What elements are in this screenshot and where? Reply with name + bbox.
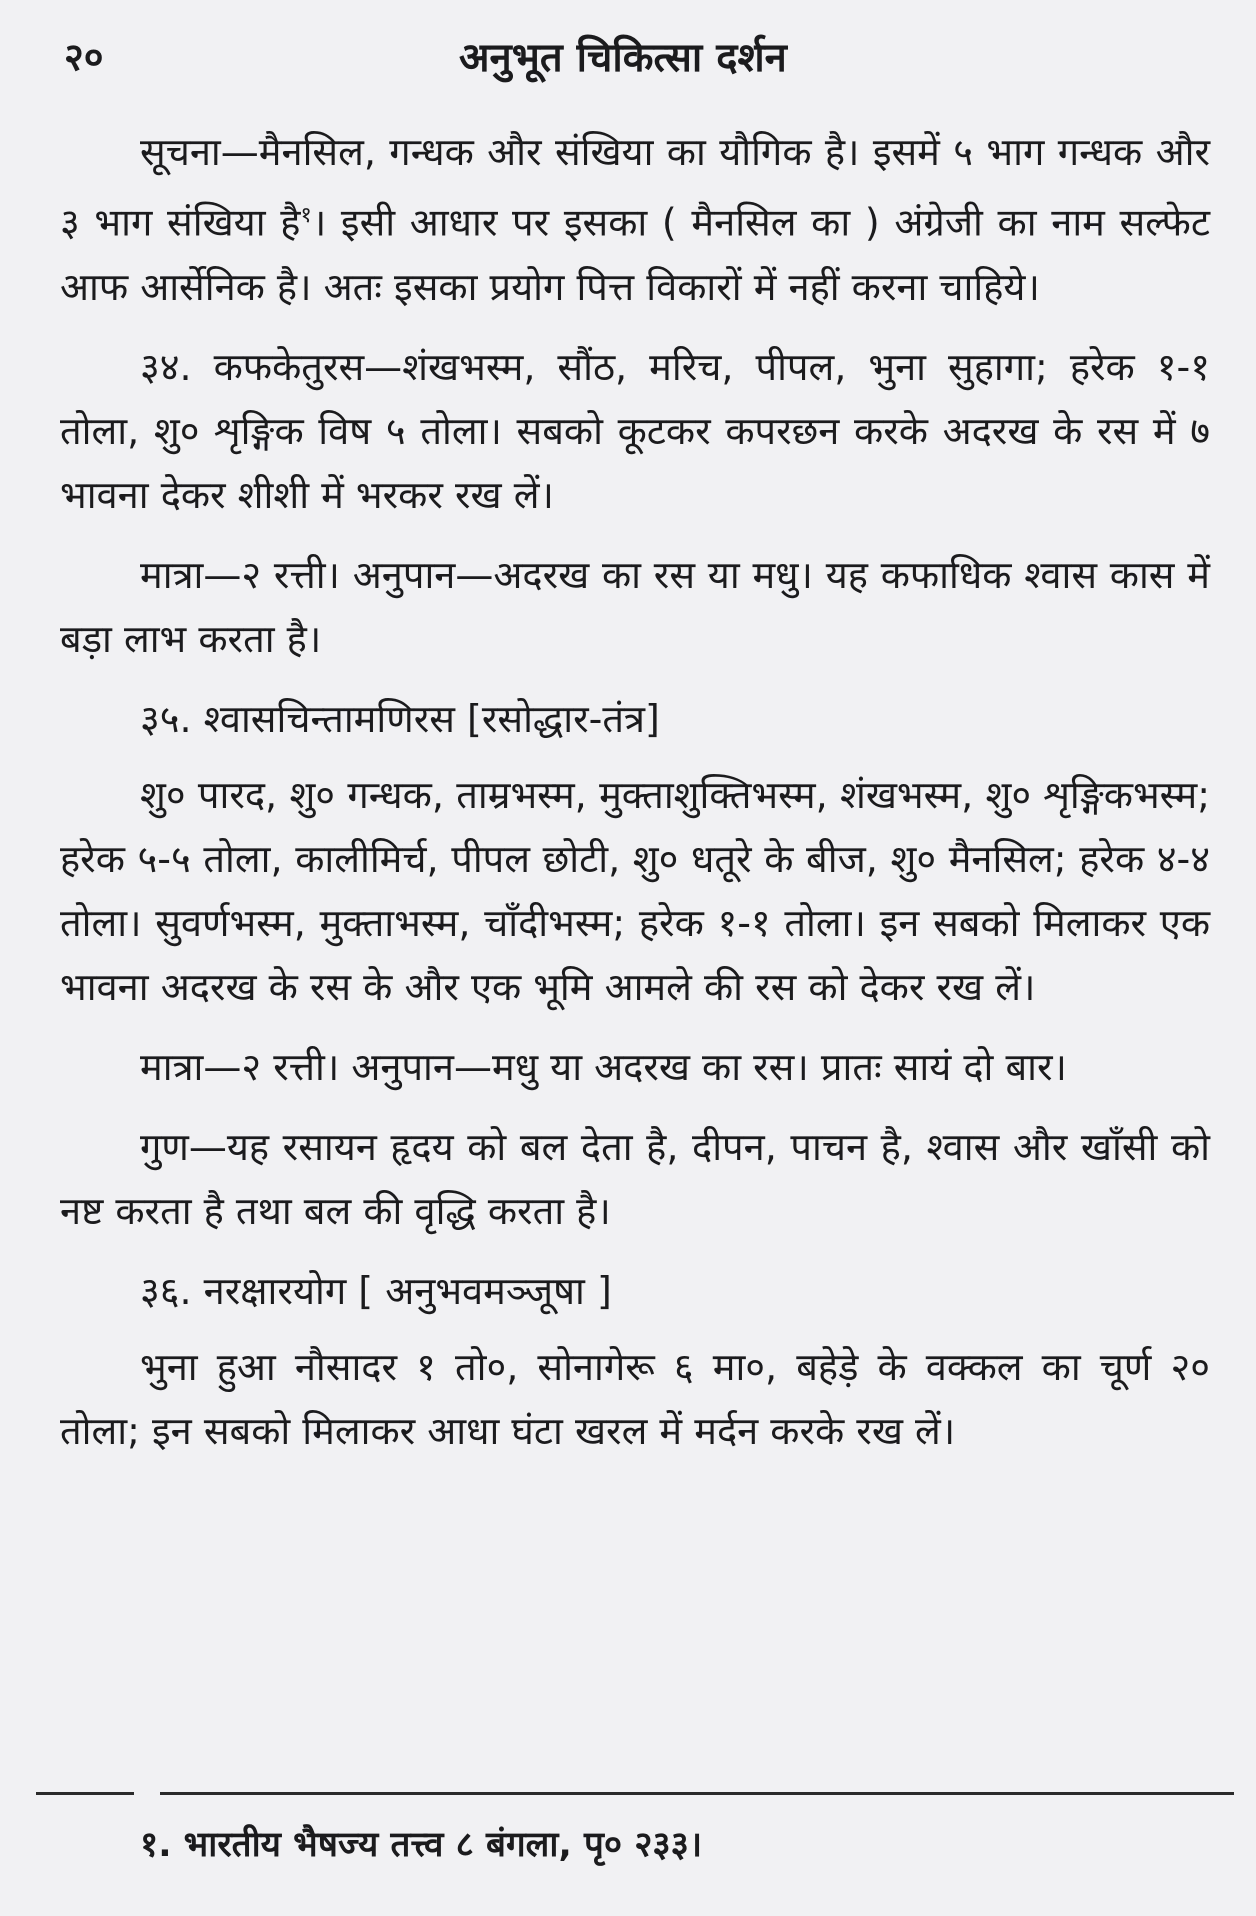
recipe-34-paragraph: ३४. कफकेतुरस—शंखभस्म, सौंठ, मरिच, पीपल, भुना सुहागा; हरेक १-१ तोला, शु० शृङ्गिक विष ५ तोला। सबको कूटकर कपरछन करके अदरख के रस में ७ भावना देकर शीशी में भरकर रख लें।	[60, 344, 1210, 517]
running-title: अनुभूत चिकित्सा दर्शन	[459, 35, 787, 81]
recipe-36-paragraph: भुना हुआ नौसादर १ तो०, सोनागेरू ६ मा०, बहेड़े के वक्कल का चूर्ण २० तोला; इन सबको मिलाकर आधा घंटा खरल में मर्दन करके रख लें।	[60, 1344, 1210, 1453]
recipe-35-heading: ३५. श्वासचिन्तामणिरस [रसोद्धार-तंत्र]	[140, 696, 660, 741]
recipe-35-benefits: गुण—यह रसायन हृदय को बल देता है, दीपन, पाचन है, श्वास और खाँसी को नष्ट करता है तथा बल की वृद्धि करता है।	[60, 1124, 1210, 1233]
note-text: सूचना—मैनसिल, गन्धक और संखिया का यौगिक है। इसमें ५ भाग गन्धक और ३ भाग संखिया है	[60, 130, 1210, 245]
footnote-marker: १	[300, 203, 312, 228]
recipe-36-heading: ३६. नरक्षारयोग [ अनुभवमञ्जूषा ]	[140, 1268, 612, 1313]
note-paragraph	[60, 120, 1210, 319]
recipe-34-dosage: मात्रा—२ रत्ती। अनुपान—अदरख का रस या मधु। यह कफाधिक श्वास कास में बड़ा लाभ करता है।	[60, 552, 1210, 661]
note-text-tail: । इसी आधार पर इसका ( मैनसिल का ) अंग्रेजी का नाम सल्फेट आफ आर्सेनिक है। अतः इसका प्रयोग पित्त विकारों में नहीं करना चाहिये।	[60, 200, 1210, 309]
recipe-35-dosage: मात्रा—२ रत्ती। अनुपान—मधु या अदरख का रस। प्रातः सायं दो बार।	[140, 1044, 1067, 1089]
footnote-divider-short	[36, 1792, 134, 1795]
page-header	[64, 22, 1214, 92]
body-text	[60, 120, 1210, 1479]
recipe-35-ingredients: शु० पारद, शु० गन्धक, ताम्रभस्म, मुक्ताशुक्तिभस्म, शंखभस्म, शु० शृङ्गिकभस्म; हरेक ५-५ तोला, कालीमिर्च, पीपल छोटी, शु० धतूरे के बीज, शु० मैनसिल; हरेक ४-४ तोला। सुवर्णभस्म, मुक्ताभस्म, चाँदीभस्म; हरेक १-१ तोला। इन सबको मिलाकर एक भावना अदरख के रस के और एक भूमि आमले की रस को देकर रख लें।	[60, 772, 1210, 1009]
footnote-divider-long	[160, 1792, 1234, 1795]
footnote: १. भारतीय भैषज्य तत्त्व ८ बंगला, पृ० २३३।	[140, 1825, 703, 1865]
page-number: २०	[64, 35, 104, 79]
